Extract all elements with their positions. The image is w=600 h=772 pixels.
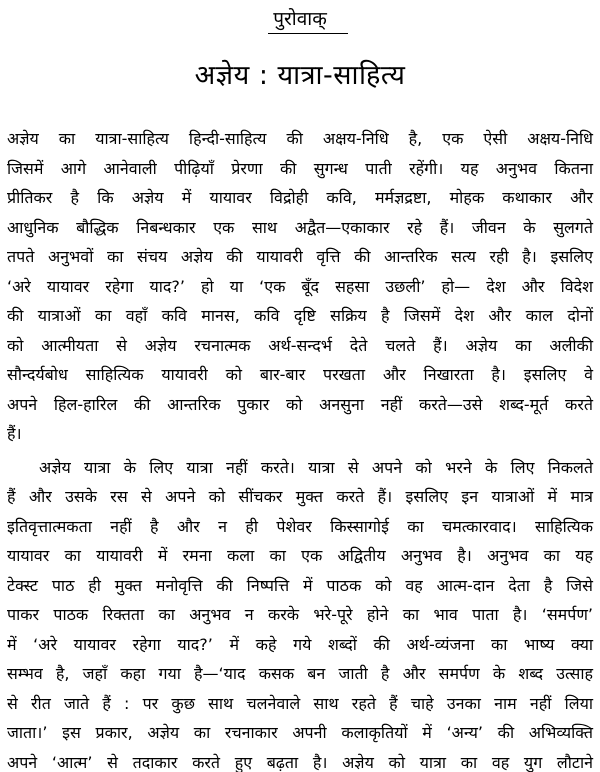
text-line: टेक्स्ट पाठ ही मुक्त मनोवृत्ति की निष्पत्ति में पाठक को वह आत्म-दान देता है जिसे [7, 575, 593, 595]
header-underline [268, 33, 348, 34]
text-line: से रीत जाते हैं : पर कुछ साथ चलनेवाले साथ रहते हैं चाहे उनका नाम नहीं लिया [7, 693, 593, 713]
text-line: हैं और उसके रस से अपने को सींचकर मुक्त करते हैं। इसलिए इन यात्राओं में मात्र [7, 487, 593, 506]
text-line: अपने ‘आत्म’ से तदाकार करते हुए बढ़ता है। अज्ञेय को यात्रा का वह युग लौटाने [7, 752, 593, 772]
text-line: में ‘अरे यायावर रहेगा याद?’ में कहे गये शब्दों की अर्थ-व्यंजना का भाष्य क्या [7, 634, 593, 654]
text-line: आधुनिक बौद्धिक निबन्धकार एक साथ अद्वैत—एकाकार रहे हैं। जीवन के सुलगते [7, 217, 593, 237]
text-line: अज्ञेय का यात्रा-साहित्य हिन्दी-साहित्य की अक्षय-निधि है, एक ऐसी अक्षय-निधि [7, 129, 593, 148]
text-line: पाकर पाठक रिक्तता का अनुभव न करके भरे-पूरे होने का भाव पाता है। ‘समर्पण’ [7, 605, 593, 624]
text-line: हैं। [7, 424, 22, 443]
text-line: सम्भव है, जहाँ कहा गया है—‘याद कसक बन जाती है और समर्पण के शब्द उत्साह [7, 664, 593, 683]
text-line: को आत्मीयता से अज्ञेय रचनात्मक अर्थ-सन्दर्भ देते चलते हैं। अज्ञेय का अलीकी [7, 335, 593, 355]
text-line: ‘अरे यायावर रहेगा याद?’ हो या ‘एक बूँद सहसा उछली’ हो— देश और विदेश [7, 276, 593, 296]
text-line: तपते अनुभवों का संचय अज्ञेय की यायावरी वृत्ति की आन्तरिक सत्य रही है। इसलिए [7, 247, 593, 266]
section-header: पुरोवाक् [273, 8, 327, 30]
text-line: की यात्राओं का वहाँ कवि मानस, कवि दृष्टि सक्रिय है जिसमें देश और काल दोनों [7, 306, 593, 325]
text-line: अपने हिल-हारिल की आन्तरिक पुकार को अनसुना नहीं करते—उसे शब्द-मूर्त करते [7, 394, 593, 414]
text-line: जिसमें आगे आनेवाली पीढ़ियाँ प्रेरणा की सुगन्ध पाती रहेंगी। यह अनुभव कितना [7, 158, 593, 178]
paragraph-2 [7, 453, 593, 772]
chapter-title: अज्ञेय : यात्रा-साहित्य [194, 60, 406, 91]
text-line: प्रीतिकर है कि अज्ञेय में यायावर विद्रोही कवि, मर्मज्ञद्रष्टा, मोहक कथाकार और [7, 188, 593, 207]
paragraph-1 [7, 124, 593, 449]
text-line: सौन्दर्यबोध साहित्यिक यायावरी को बार-बार परखता और निखारता है। इसलिए वे [7, 365, 593, 384]
body-text [7, 124, 593, 772]
text-line: जाता।’ इस प्रकार, अज्ञेय का रचनाकार अपनी कलाकृतियों में ‘अन्य’ की अभिव्यक्ति [7, 723, 593, 742]
text-line: अज्ञेय यात्रा के लिए यात्रा नहीं करते। यात्रा से अपने को भरने के लिए निकलते [39, 457, 593, 477]
text-line: इतिवृत्तात्मकता नहीं है और न ही पेशेवर किस्सागोई का चमत्कारवाद। साहित्यिक [7, 516, 593, 536]
text-line: यायावर का यायावरी में रमना कला का एक अद्वितीय अनुभव है। अनुभव का यह [7, 546, 593, 565]
